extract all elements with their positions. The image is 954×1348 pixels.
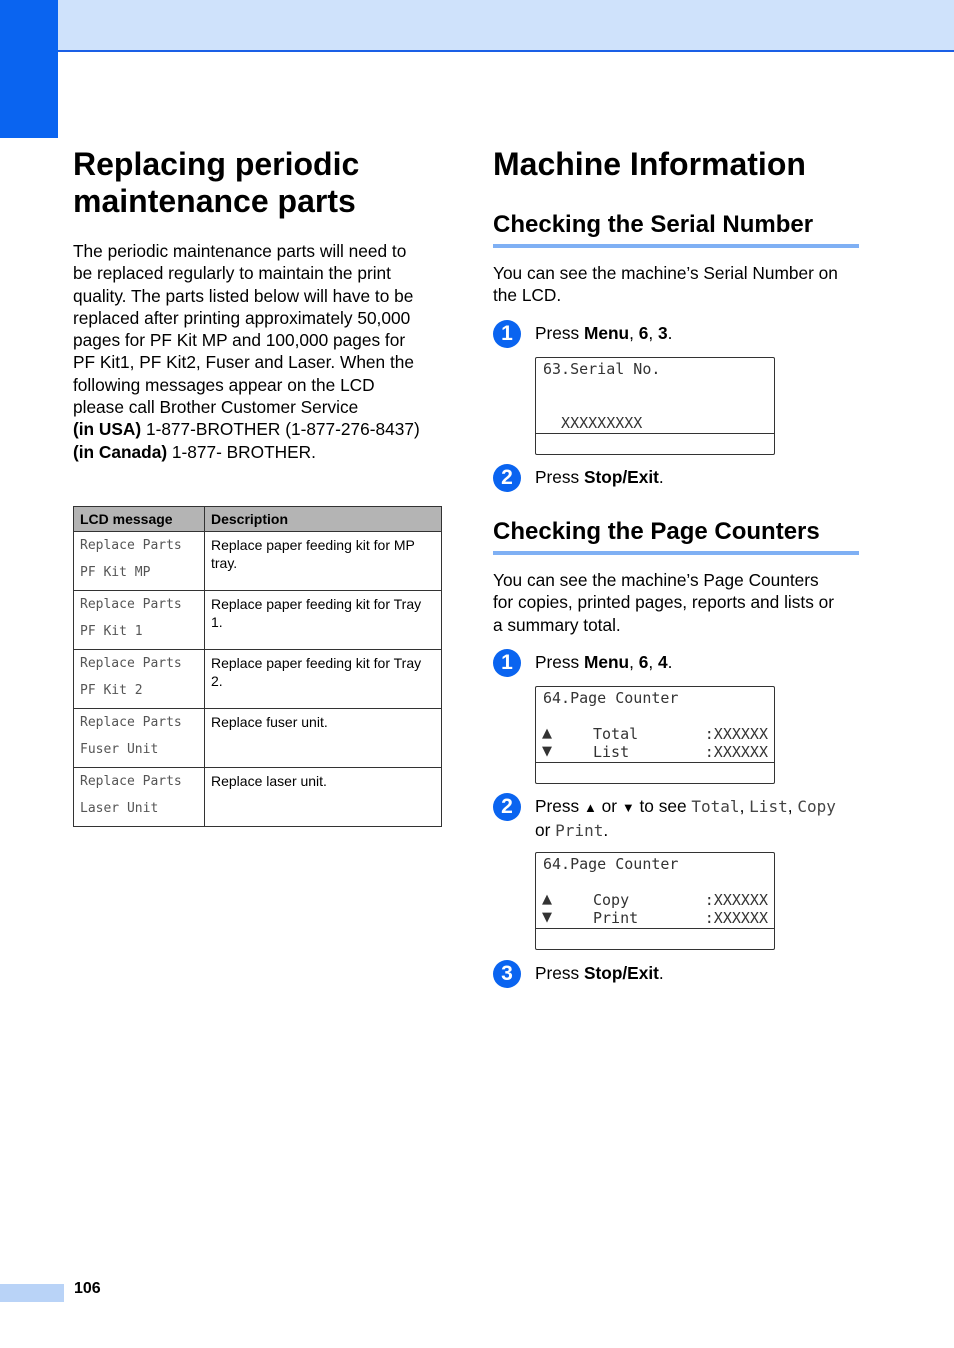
lcd-divider xyxy=(536,433,774,434)
lcd-display-counters-1 xyxy=(535,686,775,784)
lcd-divider xyxy=(536,762,774,763)
lcd-line: 64.Page Counter xyxy=(543,855,679,873)
lcd-line: 64.Page Counter xyxy=(543,689,679,707)
key-3: 3 xyxy=(657,323,668,343)
lcd-line: XXXXXXXXX xyxy=(543,414,643,432)
step-text-part: , xyxy=(629,323,639,343)
step-text-part: or xyxy=(535,820,556,840)
down-arrow-icon: ▼ xyxy=(542,910,552,925)
lcd-message-cell xyxy=(74,650,205,709)
step-number-badge: 1 xyxy=(493,320,521,348)
step-text xyxy=(535,651,875,674)
down-arrow-icon: ▼ xyxy=(621,800,635,815)
intro-line: the LCD. xyxy=(493,285,562,306)
description-cell: Replace laser unit. xyxy=(205,768,442,827)
stop-exit-key: Stop/Exit xyxy=(583,467,659,487)
intro-line: PF Kit1, PF Kit2, Fuser and Laser. When the xyxy=(73,352,414,373)
step-text-part: . xyxy=(658,467,664,487)
intro-line: following messages appear on the LCD xyxy=(73,374,375,395)
intro-line: for copies, printed pages, reports and lists or xyxy=(493,592,835,613)
page-number: 106 xyxy=(74,1280,101,1297)
heading-serial-number: Checking the Serial Number xyxy=(493,211,859,248)
lcd-message-cell xyxy=(74,709,205,768)
option-total: Total xyxy=(691,797,740,816)
step-text-part: . xyxy=(658,963,664,983)
section-title-maintenance xyxy=(73,146,359,220)
step-number-badge: 1 xyxy=(493,649,521,677)
step-text-part: Press xyxy=(535,323,584,343)
table-row xyxy=(74,709,442,768)
step-text-part: , xyxy=(648,323,658,343)
option-print: Print xyxy=(555,821,604,840)
step-text-part: . xyxy=(667,652,673,672)
step-text-part: . xyxy=(603,820,609,840)
header-band xyxy=(0,0,954,52)
serial-intro xyxy=(493,262,863,307)
up-arrow-icon: ▲ xyxy=(542,726,552,741)
key-6: 6 xyxy=(638,323,649,343)
lcd-message-line: Replace Parts xyxy=(80,715,182,730)
column-header: Description xyxy=(205,507,442,532)
lcd-message-line: Replace Parts xyxy=(80,774,182,789)
description-cell: Replace paper feeding kit for MP tray. xyxy=(205,532,442,591)
intro-line: The periodic maintenance parts will need to xyxy=(73,241,407,261)
step-number-badge: 2 xyxy=(493,793,521,821)
lcd-counter-label: List xyxy=(593,743,630,761)
lcd-message-line: PF Kit 2 xyxy=(80,683,143,698)
table-row xyxy=(74,768,442,827)
table-row xyxy=(74,532,442,591)
step-text-part: . xyxy=(667,323,673,343)
lcd-counter-value: :XXXXXX xyxy=(704,891,768,909)
stop-exit-key: Stop/Exit xyxy=(583,963,659,983)
step-text-part: , xyxy=(629,652,639,672)
menu-key: Menu xyxy=(583,323,630,343)
step-number-badge: 3 xyxy=(493,960,521,988)
step-text-part: to see xyxy=(634,796,692,816)
chapter-tab xyxy=(0,0,58,138)
key-6: 6 xyxy=(638,652,649,672)
lcd-message-line: Fuser Unit xyxy=(80,742,159,757)
lcd-message-line: Replace Parts xyxy=(80,597,182,612)
usa-label: (in USA) xyxy=(73,419,142,440)
counters-intro xyxy=(493,569,863,636)
lcd-line: 63.Serial No. xyxy=(543,360,661,378)
lcd-counter-label: Print xyxy=(593,909,639,927)
canada-label: (in Canada) xyxy=(73,441,168,462)
description-cell: Replace fuser unit. xyxy=(205,709,442,768)
step-text xyxy=(535,962,875,985)
step-text-part: Press xyxy=(535,652,584,672)
intro-line: be replaced regularly to maintain the print xyxy=(73,263,391,284)
step-text xyxy=(535,466,875,489)
down-arrow-icon: ▼ xyxy=(542,744,552,759)
key-4: 4 xyxy=(657,652,668,672)
step-number-badge: 2 xyxy=(493,464,521,492)
lcd-counter-value: :XXXXXX xyxy=(704,725,768,743)
intro-line: You can see the machine’s Page Counters xyxy=(493,570,819,590)
lcd-display-serial xyxy=(535,357,775,455)
lcd-message-cell xyxy=(74,591,205,650)
intro-line: quality. The parts listed below will have to be xyxy=(73,285,414,306)
intro-line: a summary total. xyxy=(493,614,621,635)
table-row xyxy=(74,591,442,650)
step-text xyxy=(535,322,875,345)
description-cell: Replace paper feeding kit for Tray 2. xyxy=(205,650,442,709)
maintenance-intro xyxy=(73,240,443,463)
lcd-message-line: PF Kit MP xyxy=(80,565,151,580)
lcd-counter-label: Total xyxy=(593,725,639,743)
description-cell: Replace paper feeding kit for Tray 1. xyxy=(205,591,442,650)
step-text-part: Press xyxy=(535,796,584,816)
lcd-counter-value: :XXXXXX xyxy=(704,909,768,927)
up-arrow-icon: ▲ xyxy=(542,892,552,907)
title-line: Replacing periodic xyxy=(73,146,360,182)
intro-line: please call Brother Customer Service xyxy=(73,397,359,418)
step-text xyxy=(535,795,875,842)
lcd-counter-value: :XXXXXX xyxy=(704,743,768,761)
section-title-machine-info: Machine Information xyxy=(493,146,806,182)
step-text-part: , xyxy=(648,652,658,672)
lcd-display-counters-2 xyxy=(535,852,775,950)
intro-line: pages for PF Kit MP and 100,000 pages for xyxy=(73,330,406,351)
lcd-message-line: Replace Parts xyxy=(80,656,182,671)
option-list: List xyxy=(749,797,788,816)
option-copy: Copy xyxy=(797,797,836,816)
title-line: maintenance parts xyxy=(73,183,356,219)
lcd-message-line: Replace Parts xyxy=(80,538,182,553)
column-header: LCD message xyxy=(74,507,205,532)
up-arrow-icon: ▲ xyxy=(583,800,597,815)
lcd-message-cell xyxy=(74,768,205,827)
step-text-part: or xyxy=(596,796,622,816)
step-text-part: Press xyxy=(535,467,584,487)
canada-phone: 1-877- BROTHER. xyxy=(167,441,316,462)
menu-key: Menu xyxy=(583,652,630,672)
lcd-message-cell xyxy=(74,532,205,591)
heading-page-counters: Checking the Page Counters xyxy=(493,518,859,555)
table-header-row xyxy=(74,507,442,532)
lcd-message-line: Laser Unit xyxy=(80,801,159,816)
usa-phone: 1-877-BROTHER (1-877-276-8437) xyxy=(141,419,420,440)
lcd-message-table xyxy=(73,506,442,827)
intro-line: replaced after printing approximately 50,000 xyxy=(73,307,411,328)
footer-band xyxy=(0,1284,64,1302)
step-text-part: Press xyxy=(535,963,584,983)
intro-line: You can see the machine’s Serial Number on xyxy=(493,263,838,283)
step-text-part: , xyxy=(739,796,750,816)
lcd-message-line: PF Kit 1 xyxy=(80,624,143,639)
step-text-part: , xyxy=(787,796,798,816)
table-row xyxy=(74,650,442,709)
lcd-counter-label: Copy xyxy=(593,891,630,909)
lcd-divider xyxy=(536,928,774,929)
